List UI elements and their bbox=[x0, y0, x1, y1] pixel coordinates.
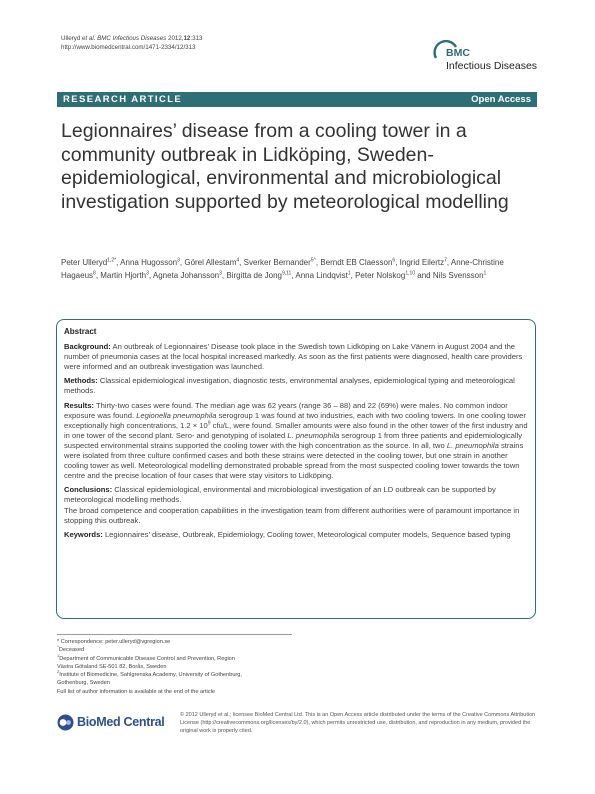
author-name-text: Sverker Bernander bbox=[243, 258, 311, 267]
full-author-info-note: Full list of author information is available at the end of the article bbox=[57, 688, 215, 695]
author-name bbox=[100, 271, 149, 280]
citation-block bbox=[61, 34, 202, 52]
correspondence-note: * Correspondence: peter.ulleryd@vgregion.se bbox=[57, 639, 171, 645]
citation-year: 2012, bbox=[168, 35, 184, 42]
deceased-text: Deceased bbox=[58, 647, 85, 654]
author-name bbox=[120, 258, 180, 267]
author-affiliation-marker: 5^ bbox=[310, 257, 316, 264]
author-name bbox=[295, 271, 350, 280]
results-text: strains were isolated from three culture confirmed cases and both these strains were detected in the cooling tower, but one strain in another cooling tower as well. Meteorological modelling demonstrated probable spread from the most suspected cooling tower towards the town centre and the precise location of four cases that were stay visitors to Lidköping. bbox=[64, 440, 524, 481]
author-name bbox=[153, 271, 222, 280]
article-type-label: RESEARCH ARTICLE bbox=[63, 94, 183, 105]
abstract-keywords bbox=[64, 530, 528, 540]
author-name bbox=[226, 271, 291, 280]
author-name-text: Agneta Johansson bbox=[152, 270, 220, 280]
abstract-heading: Abstract bbox=[64, 327, 97, 336]
citation-line bbox=[61, 34, 202, 43]
author-name bbox=[184, 258, 239, 267]
background-label: Background: bbox=[64, 342, 111, 352]
affiliation-1 bbox=[57, 652, 317, 675]
background-text: An outbreak of Legionnaires’ Disease took place in the Swedish town Lidköping on Lake Vänern in August 2004 and the number of pneumonia cases at the local hospital increased markedly. As soon as the first patients were diagnosed, health care providers were informed and an outbreak investigation was launched. bbox=[64, 342, 523, 372]
results-exponent: 9 bbox=[207, 420, 211, 427]
author-name bbox=[320, 258, 395, 267]
conclusions-text: The broad competence and cooperation capabilities in the investigation team from different authorities were of paramount importance in stopping this outbreak. bbox=[64, 505, 520, 525]
results-text: serogroup 1 from three patients and epidemiologically suspected environmental strains supported the cooling tower with the high concentration as the source. In all, two bbox=[64, 430, 523, 450]
journal-logo-name: Infectious Diseases bbox=[446, 60, 538, 72]
author-list: Peter Ulleryd$^{1,2*}$, Anna Hugosson$^3$, Görel Allestam$^4$, Sverker Bernander$^{5\^{}}$, Berndt EB Claesson$^6$, Ingrid Eilertz$^7$, Anne-Christine Hagaeus$^8$, Martin Hjorth$^3$, Agneta Johansson$^3$, Birgitta de Jong$^{9,11}$, Anna Lindqvist$^1$, Peter Nolskog$^{1,10}$ and Nils Svensson$^1$ bbox=[61, 257, 504, 280]
journal-logo-prefix: BMC bbox=[446, 47, 470, 59]
author-name bbox=[355, 271, 415, 280]
affiliation-text: Gothenburg, Sweden bbox=[57, 680, 110, 687]
affiliation-marker: 2 bbox=[57, 669, 60, 675]
author-name-text: Görel Allestam bbox=[184, 258, 237, 267]
abstract-conclusions bbox=[64, 485, 528, 525]
affiliation-marker: 1 bbox=[57, 652, 60, 658]
author-affiliation-marker: 3 bbox=[177, 257, 180, 264]
citation-authors: Ulleryd bbox=[61, 35, 81, 42]
author-name-text: Peter Nolskog bbox=[355, 270, 406, 280]
biomed-central-logo bbox=[57, 712, 177, 732]
citation-journal: et al. BMC Infectious Diseases bbox=[82, 35, 167, 42]
footnote-divider bbox=[57, 634, 292, 635]
abstract-box bbox=[56, 319, 536, 619]
author-name bbox=[433, 271, 486, 280]
author-name bbox=[400, 258, 447, 267]
author-affiliation-marker: 1 bbox=[347, 269, 351, 276]
keywords-text: Legionnaires’ disease, Outbreak, Epidemiology, Cooling tower, Meteorological computer models, Sequence based typing bbox=[104, 529, 511, 539]
abstract-results bbox=[64, 401, 528, 482]
author-name-text: Berndt EB Claesson bbox=[320, 258, 393, 267]
author-affiliation-marker: 1,10 bbox=[405, 269, 416, 276]
abstract-background bbox=[64, 342, 528, 372]
affiliation-text: Västra Götaland SE-501 82, Borås, Sweden bbox=[57, 663, 167, 670]
keywords-label: Keywords: bbox=[64, 529, 103, 539]
author-affiliation-marker: 1,2* bbox=[107, 257, 117, 264]
deceased-note bbox=[57, 646, 317, 654]
article-url[interactable]: http://www.biomedcentral.com/1471-2334/12/313 bbox=[61, 44, 196, 51]
affiliation-text: Institute of Biomedicine, Sahlgrenska Academy, University of Gothenburg, bbox=[59, 672, 242, 679]
conclusions-text: Classical epidemiological, environmental and microbiological investigation of an LD outbreak can be supported by meteorological modelling methods. bbox=[64, 485, 496, 505]
author-name-text: Peter Ulleryd bbox=[61, 258, 108, 267]
author-name-text: Ingrid Eilertz bbox=[399, 258, 445, 267]
author-name-text: Nils Svensson bbox=[432, 270, 484, 280]
author-name bbox=[244, 258, 316, 267]
author-name-text: Birgitta de Jong bbox=[226, 270, 282, 280]
open-access-label: Open Access bbox=[471, 94, 531, 105]
biomed-central-logo-text: BioMed Central bbox=[77, 715, 165, 729]
citation-page: :313 bbox=[190, 35, 203, 42]
author-affiliation-marker: 3 bbox=[146, 269, 149, 276]
author-affiliation-marker: 8 bbox=[93, 269, 96, 276]
results-organism: L. pneumophila bbox=[287, 430, 340, 440]
author-name-text: Anne-Christine Hagaeus bbox=[61, 258, 504, 280]
results-text: Thirty-two cases were found. The median age was 62 years (range 36 – 88) and 22 (69%) were males. No common indoor exposure was found. bbox=[64, 400, 508, 420]
author-affiliation-marker: 6 bbox=[392, 257, 396, 264]
results-text: serogroup 1 was found at two industries, each with two cooling towers. In one cooling tower exceptionally high concentrations, 1.2 × 10 bbox=[64, 410, 526, 430]
methods-label: Methods: bbox=[64, 376, 98, 386]
results-organism: Legionella pneumophila bbox=[136, 410, 217, 420]
results-organism: L. pneumophila bbox=[446, 440, 499, 450]
author-name bbox=[61, 258, 116, 267]
journal-logo bbox=[428, 34, 543, 76]
author-affiliation-marker: 7 bbox=[444, 257, 447, 264]
author-name-text: Anna Lindqvist bbox=[295, 270, 348, 280]
abstract-methods bbox=[64, 376, 528, 396]
conclusions-label: Conclusions: bbox=[64, 485, 113, 495]
citation-volume: 12 bbox=[183, 35, 191, 42]
article-type-banner bbox=[57, 92, 537, 107]
author-name-text: Anna Hugosson bbox=[120, 258, 178, 267]
results-text: cfu/L, were found. Smaller amounts were also found in the other tower of the first industry and in one tower of the second plant. Sero- and genotyping of isolated bbox=[64, 420, 528, 440]
author-affiliation-marker: 1 bbox=[483, 269, 487, 276]
biomed-central-logo-icon bbox=[57, 714, 74, 731]
affiliation-2 bbox=[57, 671, 317, 688]
footnotes bbox=[57, 638, 317, 696]
author-affiliation-marker: 4 bbox=[236, 257, 240, 264]
article-title: Legionnaires’ disease from a cooling tower in a community outbreak in Lidköping, Sweden- epidemiological, environmental and microbiological investigation supported by meteorological modelling bbox=[61, 120, 509, 213]
deceased-marker: ^ bbox=[57, 644, 59, 650]
author-affiliation-marker: 9,11 bbox=[281, 269, 292, 276]
license-statement: © 2012 Ulleryd et al.; licensee BioMed Central Ltd. This is an Open Access article distributed under the terms of the Creative Commons Attribution License (http://creativecommons.org/licenses/by/2.0), which permits unrestricted use, distribution, and reproduction in any medium, provided the original work is properly cited. bbox=[180, 712, 536, 734]
methods-text: Classical epidemiological investigation, diagnostic tests, environmental analyses, epidemiological typing and meteorological methods. bbox=[64, 376, 515, 396]
affiliation-text: Department of Communicable Disease Control and Prevention, Region bbox=[59, 655, 235, 662]
author-name-text: Martin Hjorth bbox=[100, 270, 147, 280]
author-affiliation-marker: 3 bbox=[219, 269, 222, 276]
results-label: Results: bbox=[64, 400, 94, 410]
